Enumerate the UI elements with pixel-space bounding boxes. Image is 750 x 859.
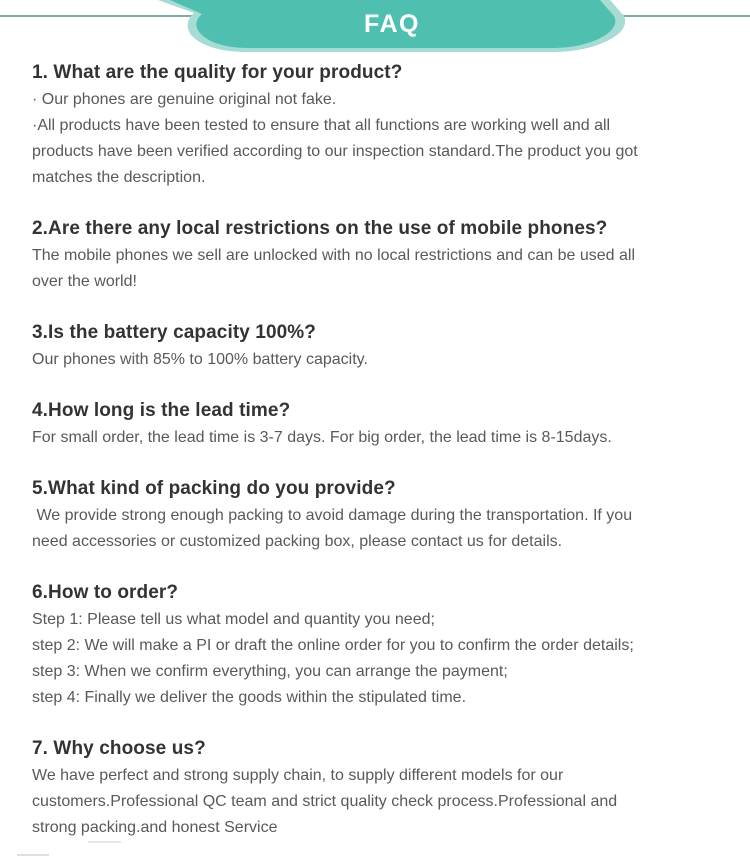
faq-answer xyxy=(32,607,714,711)
faq-answer-line: over the world! xyxy=(32,273,137,290)
faq-question: 2.Are there any local restrictions on the use of mobile phones? xyxy=(32,218,608,239)
faq-section xyxy=(32,477,714,555)
faq-answer-line: need accessories or customized packing box, please contact us for details. xyxy=(32,533,563,550)
faq-question: 7. Why choose us? xyxy=(32,738,206,759)
faq-answer-line: For small order, the lead time is 3-7 days. For big order, the lead time is 8-15days. xyxy=(32,429,612,446)
faq-question: 4.How long is the lead time? xyxy=(32,400,291,421)
faq-answer-line: matches the description. xyxy=(32,169,206,186)
faq-answer-line: We provide strong enough packing to avoid damage during the transportation. If you xyxy=(32,507,633,524)
faq-section xyxy=(32,321,714,373)
faq-answer xyxy=(32,763,714,841)
faq-section xyxy=(32,217,714,295)
faq-answer xyxy=(32,243,714,295)
faq-answer-line: customers.Professional QC team and strict quality check process.Professional and xyxy=(32,793,618,810)
faq-page-title: FAQ xyxy=(364,10,420,38)
faq-section xyxy=(32,61,714,191)
faq-section xyxy=(32,581,714,711)
faq-question: 3.Is the battery capacity 100%? xyxy=(32,322,317,343)
faq-question: 5.What kind of packing do you provide? xyxy=(32,478,396,499)
faq-answer-line: ·All products have been tested to ensure that all functions are working well and all xyxy=(32,117,611,134)
faq-answer xyxy=(32,347,714,373)
faq-answer-line: products have been verified according to our inspection standard.The product you got xyxy=(32,143,638,160)
faq-answer xyxy=(32,425,714,451)
faq-question: 6.How to order? xyxy=(32,582,179,603)
faq-answer xyxy=(32,503,714,555)
faq-answer-line: step 4: Finally we deliver the goods within the stipulated time. xyxy=(32,689,467,706)
faq-answer-line: · Our phones are genuine original not fake. xyxy=(32,91,337,108)
faq-section xyxy=(32,737,714,841)
faq-answer-line: The mobile phones we sell are unlocked with no local restrictions and can be used all xyxy=(32,247,636,264)
faq-question: 1. What are the quality for your product? xyxy=(32,62,403,83)
faint-artifact-dash xyxy=(17,854,49,856)
faq-answer-line: Our phones with 85% to 100% battery capacity. xyxy=(32,351,368,368)
faq-answer-line: step 2: We will make a PI or draft the online order for you to confirm the order details; xyxy=(32,637,634,654)
faint-artifact-dash xyxy=(88,841,121,843)
faq-header xyxy=(0,0,750,56)
faq-answer-line: Step 1: Please tell us what model and quantity you need; xyxy=(32,611,435,628)
faq-section xyxy=(32,399,714,451)
faq-answer xyxy=(32,87,714,191)
faq-answer-line: strong packing.and honest Service xyxy=(32,819,278,836)
faq-answer-line: We have perfect and strong supply chain, to supply different models for our xyxy=(32,767,564,784)
faq-answer-line: step 3: When we confirm everything, you can arrange the payment; xyxy=(32,663,508,680)
